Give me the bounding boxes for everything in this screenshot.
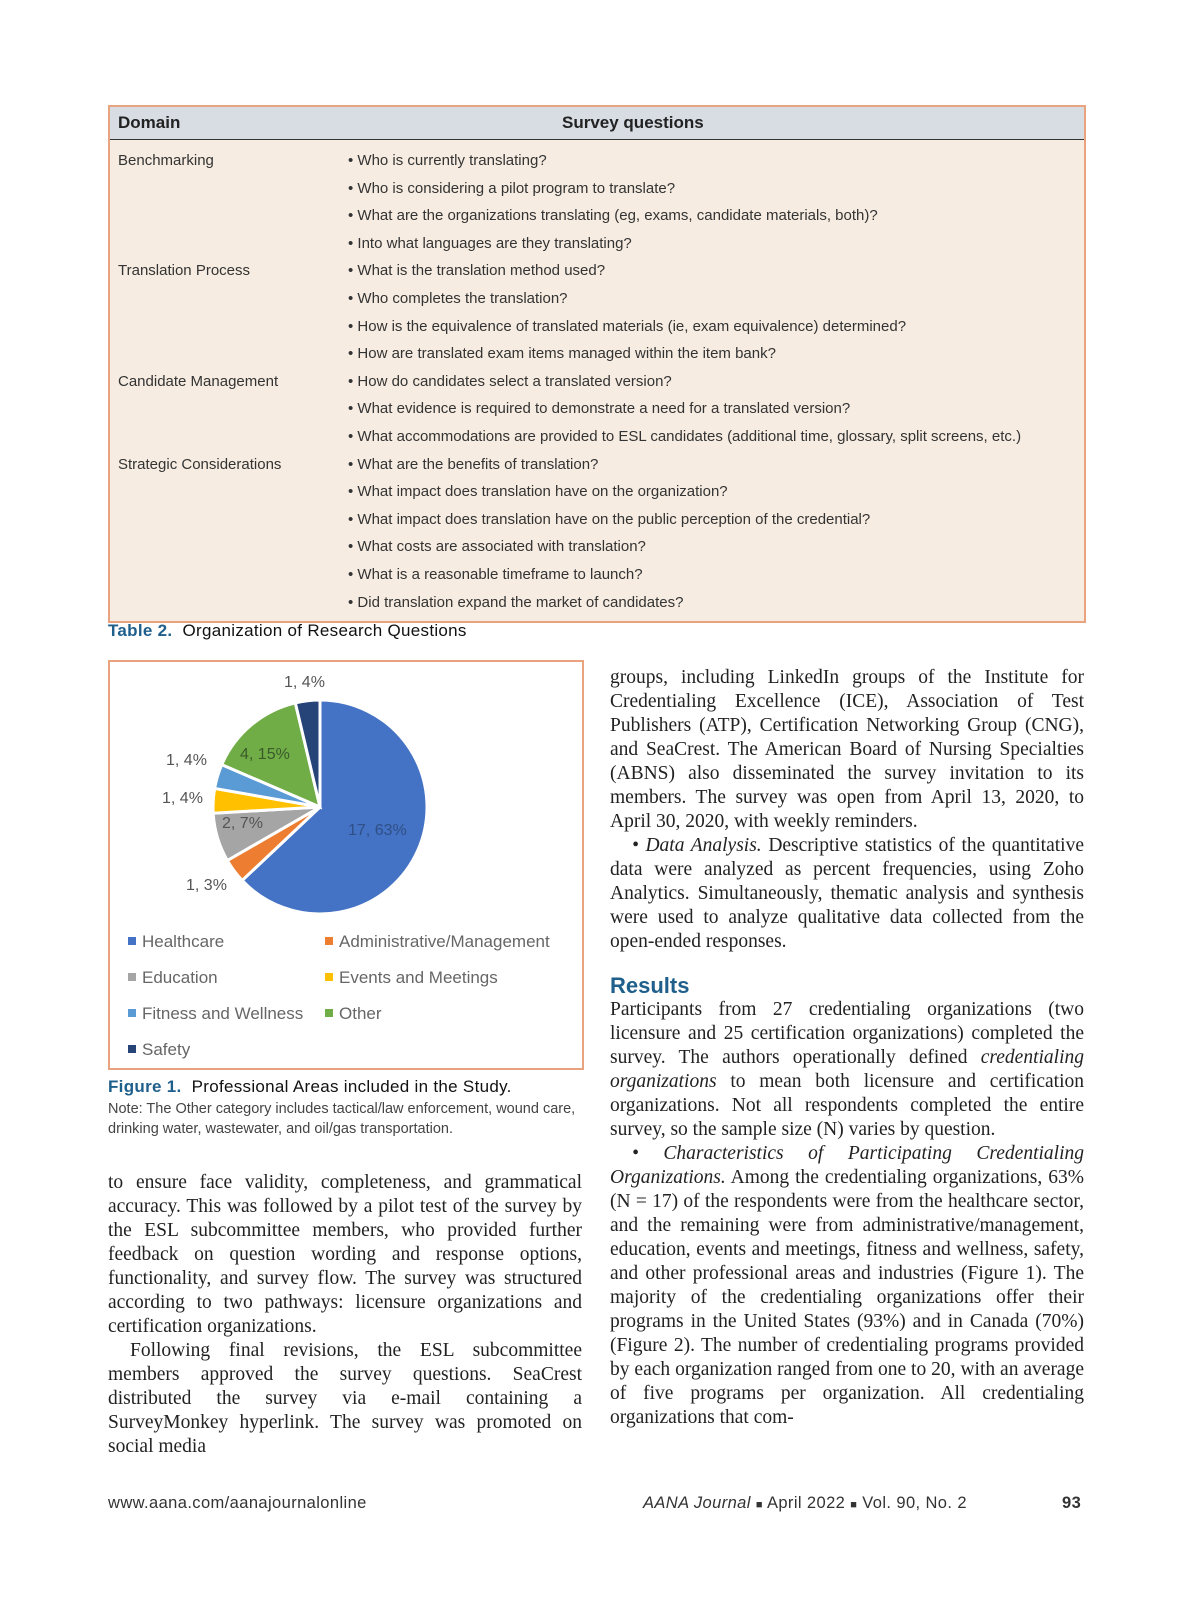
question-cell: • What is the translation method used?: [348, 262, 606, 280]
label-education: 2, 7%: [222, 815, 263, 832]
question-cell: • How is the equivalence of translated materials (ie, exam equivalence) determined?: [348, 317, 907, 335]
question-cell: • What costs are associated with translation?: [348, 538, 646, 556]
question-cell: • What is a reasonable timeframe to launch?: [348, 565, 643, 583]
table-row: [110, 394, 1084, 422]
paragraph: • Data Analysis. Descriptive statistics of the quantitative data were analyzed as percent frequencies, using Zoho Analytics. Simultaneously, thematic analysis and synthesis were used to analyze qualitative data collected from the open-ended responses.: [610, 835, 1084, 952]
question-cell: • Did translation expand the market of candidates?: [348, 593, 684, 611]
table-row: [110, 229, 1084, 257]
legend-item: Administrative/Management: [325, 932, 550, 952]
left-column-text: [108, 1171, 582, 1459]
question-cell: • What impact does translation have on the public perception of the credential?: [348, 510, 871, 528]
table-row: [110, 256, 1084, 284]
question-cell: • Who is considering a pilot program to translate?: [348, 179, 676, 197]
paragraph: groups, including LinkedIn groups of the Institute for Credentialing Excellence (ICE), Association of Test Publishers (ATP), Certification Networking Group (CNG), and SeaCrest. The American Board of Nursing Specialties (ABNS) also disseminated the survey invitation to its members. The survey was open from April 13, 2020, to April 30, 2020, with weekly reminders.: [610, 667, 1084, 832]
table-row: [110, 422, 1084, 450]
legend-item: Events and Meetings: [325, 968, 498, 988]
legend-swatch: [325, 1009, 333, 1017]
header-domain: Domain: [118, 113, 181, 132]
legend-item: Fitness and Wellness: [128, 1004, 303, 1024]
domain-cell: Translation Process: [118, 262, 250, 280]
question-cell: • What accommodations are provided to ESL candidates (additional time, glossary, split screens, etc.): [348, 427, 1022, 445]
question-cell: • Who completes the translation?: [348, 289, 568, 307]
label-administrative: 1, 3%: [186, 877, 227, 894]
legend-swatch: [128, 1009, 136, 1017]
table-header: [110, 107, 1084, 140]
paragraph: Participants from 27 credentialing organizations (two licensure and 25 certification organizations) completed the survey. The authors operationally defined credentialing organizations to mean both licensure and certification organizations. Not all respondents completed the entire survey, so the sample size (N) varies by question.: [610, 999, 1084, 1140]
table-row: [110, 284, 1084, 312]
table-row: [110, 560, 1084, 588]
legend-item: Healthcare: [128, 932, 224, 952]
right-column-text: [610, 666, 1084, 1430]
question-cell: • What are the organizations translating (eg, exams, candidate materials, both)?: [348, 207, 878, 225]
figure-1-pie-chart: [108, 660, 584, 1070]
question-cell: • How do candidates select a translated version?: [348, 372, 672, 390]
paragraph: Following final revisions, the ESL subcommittee members approved the survey questions. SeaCrest distributed the survey via e-mail containing a SurveyMonkey hyperlink. The survey was promoted on social media: [108, 1340, 582, 1457]
legend-swatch: [128, 973, 136, 981]
legend-swatch: [325, 937, 333, 945]
paragraph: • Characteristics of Participating Credentialing Organizations. Among the credentialing organizations, 63% (N = 17) of the respondents were from the healthcare sector, and the remaining were from administrative/management, education, events and meetings, fitness and wellness, safety, and other professional areas and industries (Figure 1). The majority of the credentialing organizations offer their programs in the United States (93%) and in Canada (70%) (Figure 2). The number of credentialing programs provided by each organization ranged from one to 20, with an average of five programs per organization. All credentialing organizations that com-: [610, 1143, 1084, 1428]
figure-note: Note: The Other category includes tactical/law enforcement, wound care, drinking water, wastewater, and oil/gas transportation.: [108, 1101, 576, 1137]
question-cell: • What impact does translation have on the organization?: [348, 483, 728, 501]
header-survey-questions: Survey questions: [562, 113, 704, 132]
table-row: [110, 532, 1084, 560]
question-cell: • How are translated exam items managed within the item bank?: [348, 345, 776, 363]
research-questions-table: [108, 105, 1086, 623]
table-row: [110, 312, 1084, 340]
domain-cell: Candidate Management: [118, 372, 279, 390]
table-row: [110, 588, 1084, 616]
table-row: [110, 201, 1084, 229]
question-cell: • Into what languages are they translating?: [348, 234, 632, 252]
legend-item: Safety: [128, 1040, 190, 1060]
legend-swatch: [128, 1045, 136, 1053]
label-events: 1, 4%: [162, 790, 203, 807]
domain-cell: Benchmarking: [118, 152, 214, 169]
legend-swatch: [325, 973, 333, 981]
page-number: 93: [1062, 1494, 1082, 1512]
paragraph: to ensure face validity, completeness, and grammatical accuracy. This was followed by a pilot test of the survey by the ESL subcommittee members, who provided further feedback on question wording and response options, functionality, and survey flow. The survey was structured according to two pathways: licensure organizations and certification organizations.: [108, 1172, 582, 1337]
footer-citation: AANA Journal ■ April 2022 ■ Vol. 90, No. 2: [643, 1494, 967, 1512]
legend-swatch: [128, 937, 136, 945]
table-row: [110, 339, 1084, 367]
label-fitness: 1, 4%: [166, 752, 207, 769]
question-cell: • What are the benefits of translation?: [348, 455, 599, 473]
label-safety: 1, 4%: [284, 674, 325, 691]
label-other: 4, 15%: [240, 746, 290, 763]
table-row: [110, 450, 1084, 478]
label-healthcare: 17, 63%: [348, 822, 407, 839]
table-row: [110, 477, 1084, 505]
table-row: [110, 367, 1084, 395]
question-cell: • Who is currently translating?: [348, 152, 547, 169]
footer-url: www.aana.com/aanajournalonline: [108, 1494, 367, 1512]
legend-item: Education: [128, 968, 218, 988]
table-row: [110, 174, 1084, 202]
figure-caption: Figure 1. Professional Areas included in the Study.: [108, 1077, 512, 1096]
question-cell: • What evidence is required to demonstrate a need for a translated version?: [348, 400, 851, 418]
table-caption: Table 2. Organization of Research Questions: [108, 621, 467, 640]
domain-cell: Strategic Considerations: [118, 455, 282, 473]
legend-item: Other: [325, 1004, 382, 1024]
results-heading: Results: [610, 973, 690, 998]
table-row: [110, 146, 1084, 174]
table-row: [110, 505, 1084, 533]
